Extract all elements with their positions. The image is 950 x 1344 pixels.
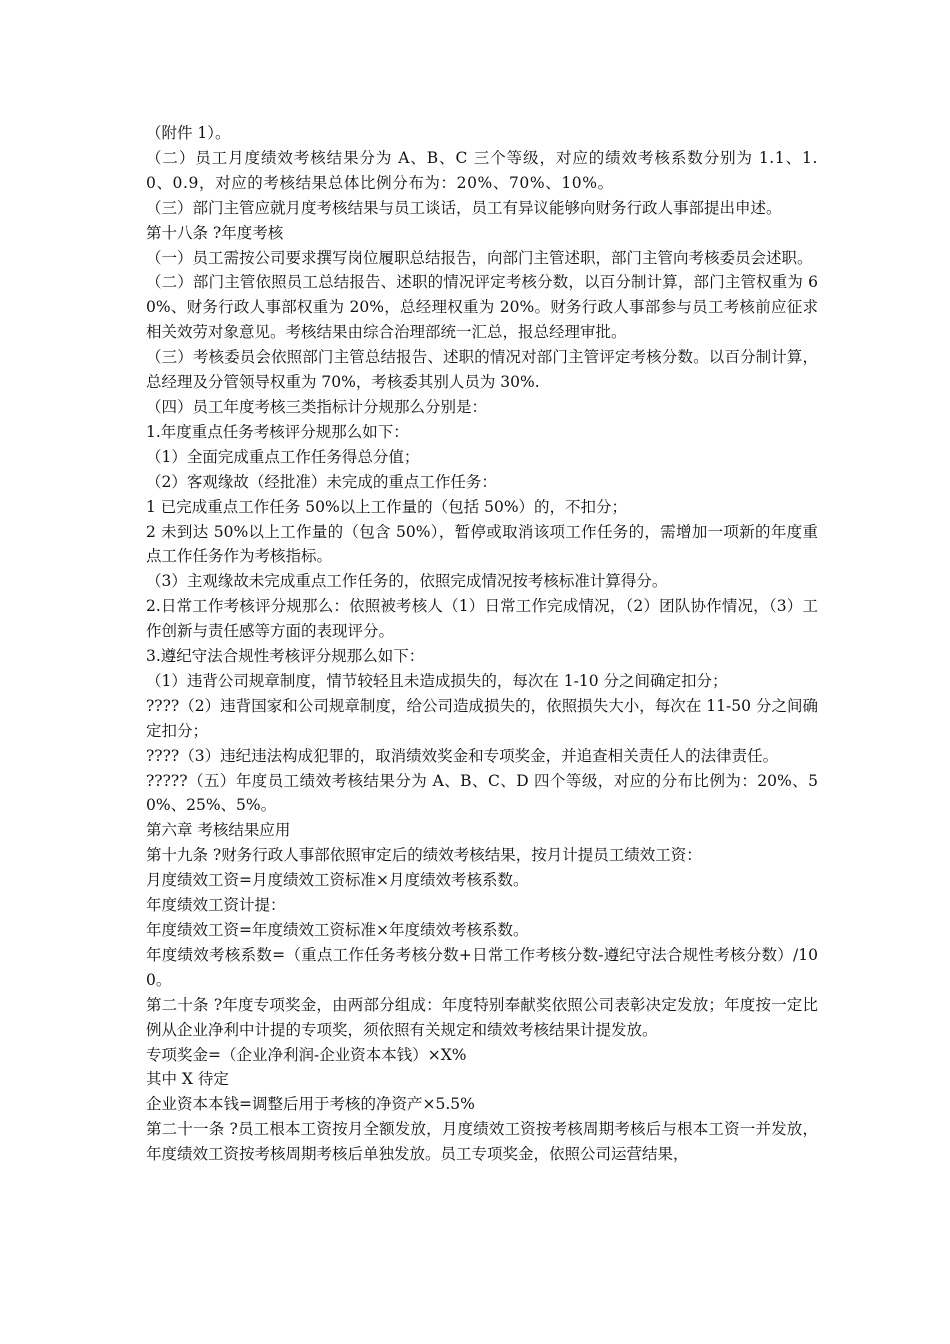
paragraph: （1）违背公司规章制度，情节较轻且未造成损失的，每次在 1-10 分之间确定扣分； [146,671,728,690]
paragraph: 年度绩效工资计提： [146,896,286,915]
formula: 年度绩效工资=年度绩效工资标准×年度绩效考核系数。 [146,921,529,939]
paragraph: 3.遵纪守法合规性考核评分规那么如下： [146,647,425,666]
paragraph: （一）员工需按公司要求撰写岗位履职总结报告，向部门主管述职，部门主管向考核委员会述职。 [146,248,813,267]
formula: 企业资本本钱=调整后用于考核的净资产×5.5% [146,1095,475,1114]
paragraph: （附件 1）。 [146,124,231,142]
paragraph: ?????（五）年度员工绩效考核结果分为 A、B、C、D 四个等级，对应的分布比例为：20%、50%、25%、5%。 [146,771,818,815]
formula: 月度绩效工资=月度绩效工资标准×月度绩效考核系数。 [146,871,529,890]
paragraph: 其中 X 待定 [146,1070,229,1089]
paragraph: （二）员工月度绩效考核结果分为 A、B、C 三个等级，对应的绩效考核系数分别为 1.1、1.0、0.9，对应的考核结果总体比例分布为：20%、70%、10%。 [146,148,818,192]
paragraph: 2 未到达 50%以上工作量的（包含 50%），暂停或取消该项工作任务的，需增加一项新的年度重点工作任务作为考核指标。 [146,522,818,566]
paragraph: 2.日常工作考核评分规那么：依照被考核人（1）日常工作完成情况，（2）团队协作情况，（3）工作创新与责任感等方面的表现评分。 [146,597,818,641]
formula: 年度绩效考核系数=（重点工作任务考核分数+日常工作考核分数-遵纪守法合规性考核分数）/100。 [146,945,818,989]
paragraph: （2）客观缘故（经批准）未完成的重点工作任务： [146,472,497,491]
paragraph: 1 已完成重点工作任务 50%以上工作量的（包括 50%）的，不扣分； [146,497,628,516]
article-heading: 第二十条 ?年度专项奖金，由两部分组成：年度特别奉献奖依照公司表彰决定发放；年度按一定比例从企业净利中计提的专项奖，须依照有关规定和绩效考核结果计提发放。 [146,995,818,1039]
article-heading: 第十九条 ?财务行政人事部依照审定后的绩效考核结果，按月计提员工绩效工资： [146,846,702,865]
document-page [146,121,818,1167]
paragraph: （三）考核委员会依照部门主管总结报告、述职的情况对部门主管评定考核分数。以百分制计算，总经理及分管领导权重为 70%，考核委其别人员为 30%. [146,348,818,392]
paragraph: ????（2）违背国家和公司规章制度，给公司造成损失的，依照损失大小，每次在 11-50 分之间确定扣分； [146,696,818,740]
paragraph: （1）全面完成重点工作任务得总分值； [146,447,420,466]
article-heading: 第十八条 ?年度考核 [146,223,284,242]
paragraph: （四）员工年度考核三类指标计分规那么分别是： [146,397,488,416]
paragraph: （二）部门主管依照员工总结报告、述职的情况评定考核分数，以百分制计算，部门主管权重为 60%、财务行政人事部权重为 20%，总经理权重为 20%。财务行政人事部参与员工考核前应征求相关效劳对象意见。考核结果由综合治理部统一汇总，报总经理审批。 [146,273,818,342]
article-heading: 第二十一条 ?员工根本工资按月全额发放，月度绩效工资按考核周期考核后与根本工资一并发放，年度绩效工资按考核周期考核后单独发放。员工专项奖金，依照公司运营结果， [146,1120,818,1164]
formula: 专项奖金=（企业净利润-企业资本本钱）×X% [146,1045,467,1064]
chapter-heading: 第六章 考核结果应用 [146,821,291,840]
paragraph: （3）主观缘故未完成重点工作任务的，依照完成情况按考核标准计算得分。 [146,572,668,591]
paragraph: 1.年度重点任务考核评分规那么如下： [146,422,409,441]
paragraph: ????（3）违纪违法构成犯罪的，取消绩效奖金和专项奖金，并追查相关责任人的法律责任。 [146,746,779,765]
paragraph: （三）部门主管应就月度考核结果与员工谈话，员工有异议能够向财务行政人事部提出申述。 [146,198,782,217]
